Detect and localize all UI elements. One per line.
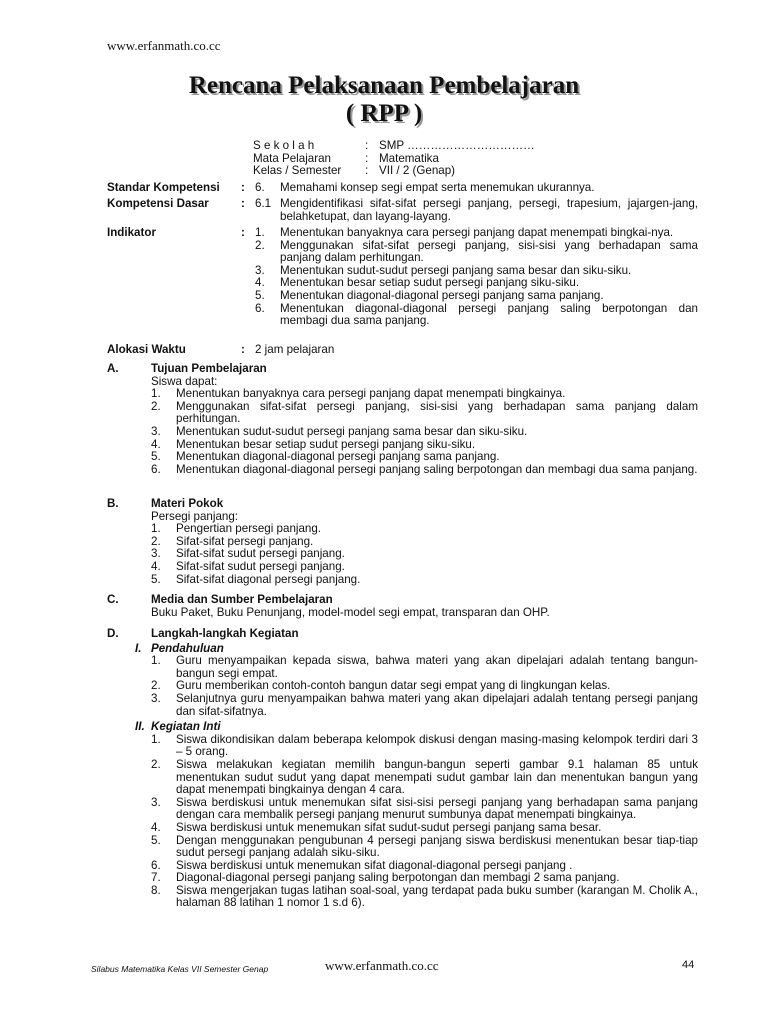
item-num: 5. (151, 572, 161, 586)
item-num: 3. (255, 263, 265, 277)
standar-colon: : (241, 181, 245, 194)
subsection-inti (107, 721, 698, 734)
standar-num: 6. (255, 181, 265, 194)
item-num: 4. (151, 559, 161, 573)
item-text: Siswa berdiskusi untuk menemukan sifat diagonal-diagonal persegi panjang . (176, 858, 573, 872)
info-value: SMP …………………………… (379, 139, 535, 152)
list-item (255, 240, 698, 265)
list-item (151, 426, 698, 439)
list-item (151, 822, 698, 835)
list-item (151, 523, 698, 536)
item-text: Menggunakan sifat-sifat persegi panjang, sisi-sisi yang berhadapan sama panjang dalam perhitungan. (280, 238, 698, 265)
item-text: Menentukan banyaknya cara persegi panjang dapat menempati bingkainya. (176, 387, 566, 401)
item-num: 6. (151, 858, 161, 872)
list-item (255, 290, 698, 303)
item-num: 1. (151, 732, 161, 746)
item-text: Menentukan diagonal-diagonal persegi panjang saling berpotongan dan membagi dua sama panjang. (280, 301, 698, 328)
item-text: Pengertian persegi panjang. (176, 522, 322, 536)
item-text: Sifat-sifat sudut persegi panjang. (176, 559, 345, 573)
info-key: Mata Pelajaran (253, 151, 331, 165)
section-intro: Persegi panjang: (151, 509, 239, 523)
info-row-class (253, 165, 535, 178)
item-text: Dengan menggunakan pengubunan 4 persegi panjang siswa berdiskusi menentukan besar tiap-tiap sudut persegi panjang adalah siku-siku. (176, 833, 698, 860)
standar-text: Memahami konsep segi empat serta menemukan ukurannya. (280, 181, 595, 194)
list-item (151, 759, 698, 797)
item-text: Guru memberikan contoh-contoh bangun datar segi empat yang di lingkungan kelas. (176, 679, 611, 693)
indikator-label: Indikator (107, 226, 156, 239)
section-letter: C. (107, 593, 119, 606)
alokasi-label: Alokasi Waktu (107, 343, 186, 356)
list-item (151, 835, 698, 860)
subsection-roman: II. (135, 720, 145, 734)
item-text: Sifat-sifat persegi panjang. (176, 534, 314, 548)
indikator (107, 227, 698, 328)
item-text: Selanjutnya guru menyampaikan bahwa materi yang akan dipelajari adalah tentang persegi panjang dan sifat-sifatnya. (176, 691, 698, 718)
item-num: 5. (151, 833, 161, 847)
subsection-title: Pendahuluan (151, 641, 224, 655)
item-num: 3. (151, 547, 161, 561)
item-text: Menentukan sudut-sudut persegi panjang sama besar dan siku-siku. (280, 263, 632, 277)
item-text: Menentukan diagonal-diagonal persegi panjang saling berpotongan dan membagi dua sama panjang. (176, 462, 698, 476)
item-num: 1. (151, 387, 161, 401)
subsection-roman: I. (135, 641, 142, 655)
standar-label: Standar Kompetensi (107, 181, 220, 194)
item-text: Menggunakan sifat-sifat persegi panjang, sisi-sisi yang berhadapan sama panjang dalam perhitungan. (176, 399, 698, 426)
page-number: 44 (682, 959, 695, 971)
item-text: Diagonal-diagonal persegi panjang saling berpotongan dan membagi 2 sama panjang. (176, 871, 620, 885)
list-item (255, 303, 698, 328)
info-key: S e k o l a h (253, 139, 315, 152)
list-item (151, 451, 698, 464)
item-text: Siswa berdiskusi untuk menemukan sifat sudut-sudut persegi panjang sama besar. (176, 820, 602, 834)
list-item (151, 885, 698, 910)
item-num: 7. (151, 871, 161, 885)
alokasi-waktu (107, 344, 698, 357)
item-num: 2. (151, 534, 161, 548)
section-media (107, 594, 698, 619)
item-num: 8. (151, 883, 161, 897)
section-letter: A. (107, 362, 119, 375)
kompetensi-label: Kompetensi Dasar (107, 197, 209, 210)
item-text: Siswa melakukan kegiatan memilih bangun-bangun seperti gambar 9.1 halaman 85 untuk menentukan sudut sudut yang dapat menempati sudut gambar lain dan menentukan bangun yang dapat menempati bingkainya dengan 4 cara. (176, 757, 698, 797)
item-num: 6. (255, 301, 265, 315)
info-value: Matematika (379, 151, 439, 165)
footer-course: Silabus Matematika Kelas VII Semester Genap (91, 964, 269, 974)
item-num: 4. (151, 437, 161, 451)
kompetensi-colon: : (241, 197, 245, 210)
info-colon: : (365, 139, 369, 152)
title-line-2: ( RPP ) (345, 100, 423, 127)
title-line-1: Rencana Pelaksanaan Pembelajaran (188, 72, 580, 99)
item-num: 5. (255, 288, 265, 302)
school-info (253, 140, 535, 178)
item-num: 3. (151, 691, 161, 705)
kompetensi-text: Mengidentifikasi sifat-sifat persegi panjang, persegi, trapesium, jajargen-jang, belahketupat, dan layang-layang. (280, 197, 698, 223)
kompetensi-num: 6.1 (255, 197, 272, 210)
list-item (151, 561, 698, 574)
list-item (151, 401, 698, 426)
list-item (151, 655, 698, 680)
section-title: Tujuan Pembelajaran (151, 362, 267, 375)
list-item (151, 872, 698, 885)
list-item (255, 227, 698, 240)
item-text: Menentukan diagonal-diagonal persegi panjang sama panjang. (280, 288, 604, 302)
item-text: Menentukan diagonal-diagonal persegi panjang sama panjang. (176, 450, 500, 464)
section-materi (107, 498, 698, 586)
item-num: 4. (151, 820, 161, 834)
item-text: Siswa dikondisikan dalam beberapa kelompok diskusi dengan masing-masing kelompok terdiri dari 3 – 5 orang. (176, 732, 698, 759)
list-item (151, 797, 698, 822)
standar-kompetensi (107, 182, 698, 195)
info-row-school (253, 140, 535, 153)
alokasi-colon: : (241, 343, 245, 356)
item-text: Siswa berdiskusi untuk menemukan sifat sisi-sisi persegi panjang yang berhadapan sama panjang dengan cara membalik persegi panjang menurut sumbunya dapat menempati bingkainya. (176, 795, 698, 822)
item-num: 1. (151, 654, 161, 668)
section-title: Langkah-langkah Kegiatan (151, 627, 299, 640)
info-value: VII / 2 (Genap) (379, 164, 456, 178)
item-num: 4. (255, 276, 265, 290)
section-title: Media dan Sumber Pembelajaran (151, 593, 333, 606)
footer-url: www.erfanmath.co.cc (325, 958, 439, 973)
item-text: Menentukan banyaknya cara persegi panjang dapat menempati bingkai-nya. (280, 226, 674, 239)
info-key: Kelas / Semester (253, 164, 342, 178)
item-text: Menentukan besar setiap sudut persegi panjang siku-siku. (280, 276, 580, 290)
item-num: 5. (151, 450, 161, 464)
item-text: Menentukan besar setiap sudut persegi panjang siku-siku. (176, 437, 476, 451)
subsection-title: Kegiatan Inti (151, 720, 221, 734)
section-langkah (107, 628, 698, 910)
section-title: Materi Pokok (151, 497, 224, 510)
list-item (151, 693, 698, 718)
item-num: 1. (151, 522, 161, 536)
item-text: Sifat-sifat sudut persegi panjang. (176, 547, 345, 561)
section-tujuan (107, 363, 698, 476)
item-num: 2. (255, 238, 265, 252)
info-colon: : (365, 151, 369, 165)
indikator-colon: : (241, 226, 245, 239)
item-num: 6. (151, 462, 161, 476)
item-num: 2. (151, 399, 161, 413)
list-item (151, 388, 698, 401)
item-num: 3. (151, 424, 161, 438)
list-item (151, 734, 698, 759)
alokasi-text: 2 jam pelajaran (255, 343, 335, 356)
item-num: 3. (151, 795, 161, 809)
kompetensi-dasar (107, 198, 698, 223)
item-num: 2. (151, 757, 161, 771)
item-text: Siswa mengerjakan tugas latihan soal-soal, yang terdapat pada buku sumber (karangan M. Cholik A., halaman 88 latihan 1 nomor 1 s.d 6). (176, 883, 698, 910)
section-letter: D. (107, 627, 119, 640)
list-item (151, 464, 698, 477)
item-num: 2. (151, 679, 161, 693)
item-text: Guru menyampaikan kepada siswa, bahwa materi yang akan dipelajari adalah tentang bangun-bangun segi empat. (176, 654, 698, 680)
list-item (151, 574, 698, 587)
section-intro: Siswa dapat: (151, 374, 218, 388)
section-text: Buku Paket, Buku Penunjang, model-model segi empat, transparan dan OHP. (151, 605, 550, 619)
item-text: Menentukan sudut-sudut persegi panjang sama besar dan siku-siku. (176, 424, 528, 438)
item-num: 1. (255, 226, 265, 239)
header-url: www.erfanmath.co.cc (107, 38, 221, 53)
item-text: Sifat-sifat diagonal persegi panjang. (176, 572, 361, 586)
section-letter: B. (107, 497, 119, 510)
info-colon: : (365, 164, 369, 178)
